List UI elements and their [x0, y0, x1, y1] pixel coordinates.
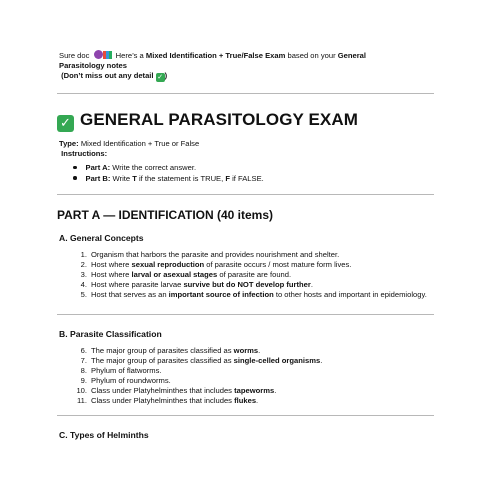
question-item: 4. Host where parasite larvae survive but do NOT develop further.	[80, 279, 313, 289]
question-item: 3. Host where larval or asexual stages of parasite are found.	[80, 269, 292, 279]
bullet-icon	[73, 166, 77, 170]
divider	[57, 93, 434, 94]
divider	[57, 314, 434, 315]
instructions-list	[73, 163, 264, 184]
question-item: 6. The major group of parasites classified as worms.	[80, 346, 261, 355]
books-emoji-icon	[103, 51, 112, 59]
list-item: Part B: Write T if the statement is TRUE, F if FALSE.	[73, 174, 264, 185]
question-item: 11. Class under Platyhelminthes that includes flukes.	[77, 395, 259, 405]
check-mark-icon: ✓	[157, 73, 164, 82]
section-heading: B. Parasite Classification	[59, 329, 162, 339]
divider	[57, 194, 434, 195]
section-heading: C. Types of Helminths	[59, 430, 149, 440]
divider	[57, 415, 434, 416]
part-a-heading: PART A — IDENTIFICATION (40 items)	[57, 208, 274, 222]
question-list	[67, 346, 427, 405]
question-list	[67, 250, 427, 300]
question-item: 8. Phylum of flatworms.	[80, 365, 162, 375]
question-item: 9. Phylum of roundworms.	[80, 375, 171, 385]
exam-meta: Type: Mixed Identification + True or False Instructions:	[59, 139, 200, 159]
intro-greeting: Sure doc	[59, 51, 90, 60]
list-item: Part A: Write the correct answer.	[73, 163, 264, 174]
devil-emoji-icon	[94, 50, 103, 59]
question-item: 7. The major group of parasites classified as single-celled organisms.	[80, 355, 323, 365]
check-mark-icon: ✓	[57, 115, 74, 132]
instructions-label: Instructions:	[61, 149, 108, 159]
question-item: 2. Host where sexual reproduction of parasite occurs / most mature form lives.	[80, 259, 352, 269]
question-item: 10. Class under Platyhelminthes that includes tapeworms.	[76, 385, 277, 395]
page-title: ✓ GENERAL PARASITOLOGY EXAM	[57, 110, 358, 132]
intro-text: Sure doc Here’s a Mixed Identification + True/False Exam based on your General Parasitology notes (Don’t miss out any detail ✓ )	[59, 51, 367, 82]
question-item: 1. Organism that harbors the parasite and provides nourishment and shelter.	[80, 250, 340, 259]
section-heading: A. General Concepts	[59, 233, 144, 243]
bullet-icon	[73, 176, 77, 180]
question-item: 5. Host that serves as an important source of infection to other hosts and important in epidemiology.	[80, 289, 427, 299]
